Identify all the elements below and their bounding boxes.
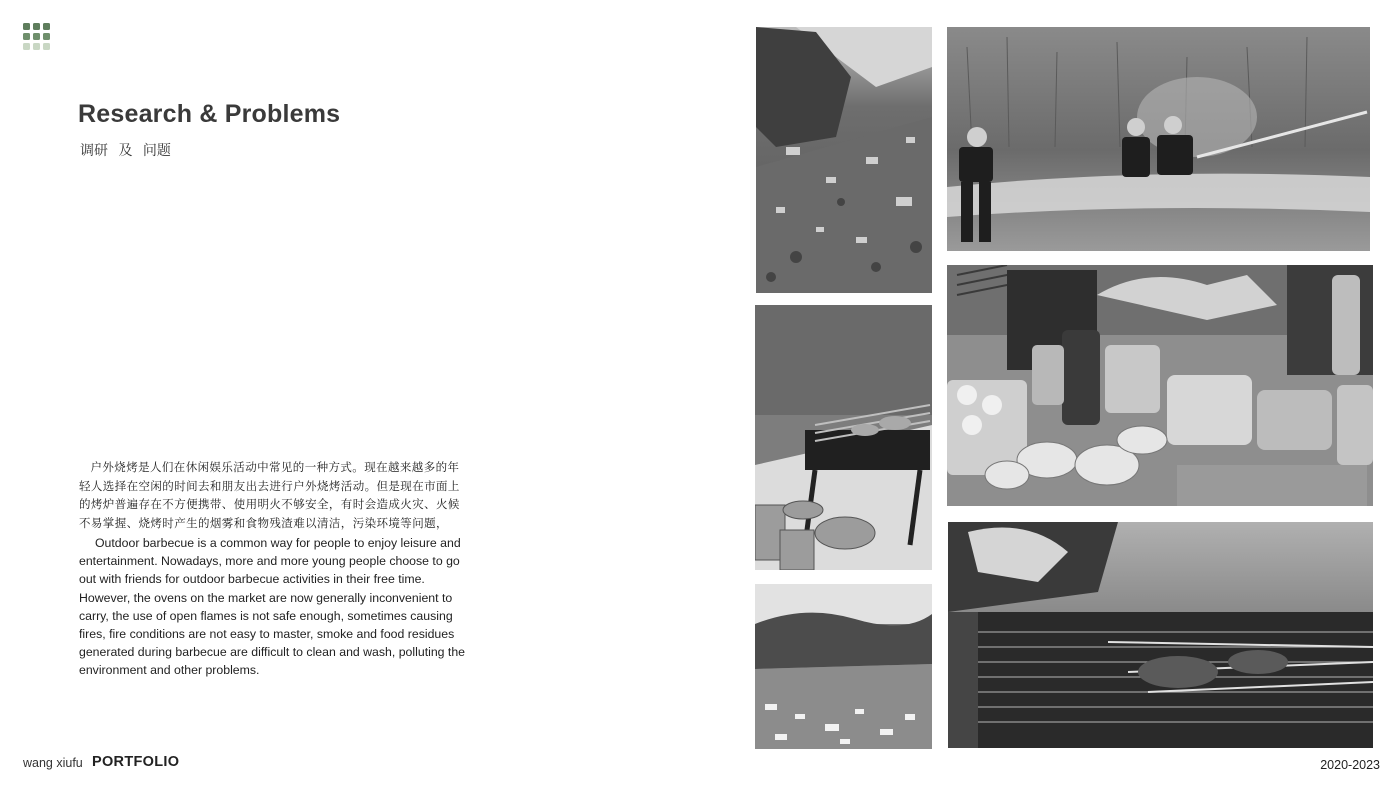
page-title: Research & Problems xyxy=(78,100,341,128)
logo-dot xyxy=(23,33,30,40)
logo-dot xyxy=(23,43,30,50)
photo-food-spread xyxy=(947,265,1373,506)
author-name: wang xiufu xyxy=(23,756,83,770)
photo-grill-grass xyxy=(755,305,932,570)
photo-littered-hillside xyxy=(755,584,932,749)
year-range: 2020-2023 xyxy=(1320,758,1380,772)
dot-grid-icon xyxy=(23,23,51,51)
photo-grill-closeup xyxy=(948,522,1373,748)
body-text-english: Outdoor barbecue is a common way for people to enjoy leisure and entertainment. Nowadays, more and more young people choose to go out with friends for outdoor barbecue activities in their free time. However, the ovens on the market are now generally inconvenient to carry, the use of open flames is not safe enough, sometimes causing fires, fire conditions are not easy to master, smoke and food residues generated during barbecue are difficult to clean and wash, polluting the environment and other problems. xyxy=(79,536,466,678)
page-subtitle: 调研 及 问题 xyxy=(80,143,171,159)
body-text-chinese: 户外烧烤是人们在休闲娱乐活动中常见的一种方式。现在越来越多的年轻人选择在空闲的时间去和朋友出去进行户外烧烤活动。但是现在市面上的烤炉普遍存在不方便携带、使用明火不够安全，有时会造成火灾、火候不易掌握、烧烤时产生的烟雾和食物残渣难以清洁，污染环境等问题， xyxy=(79,460,460,530)
body-text xyxy=(79,458,471,680)
logo-dot xyxy=(23,23,30,30)
logo-dot xyxy=(33,23,40,30)
photo-rocky-litter xyxy=(756,27,932,293)
logo-dot xyxy=(33,33,40,40)
photo-firefighters xyxy=(947,27,1370,251)
logo-dot xyxy=(43,33,50,40)
logo-dot xyxy=(43,43,50,50)
portfolio-label: PORTFOLIO xyxy=(92,754,180,770)
logo-dot xyxy=(43,23,50,30)
logo-dot xyxy=(33,43,40,50)
